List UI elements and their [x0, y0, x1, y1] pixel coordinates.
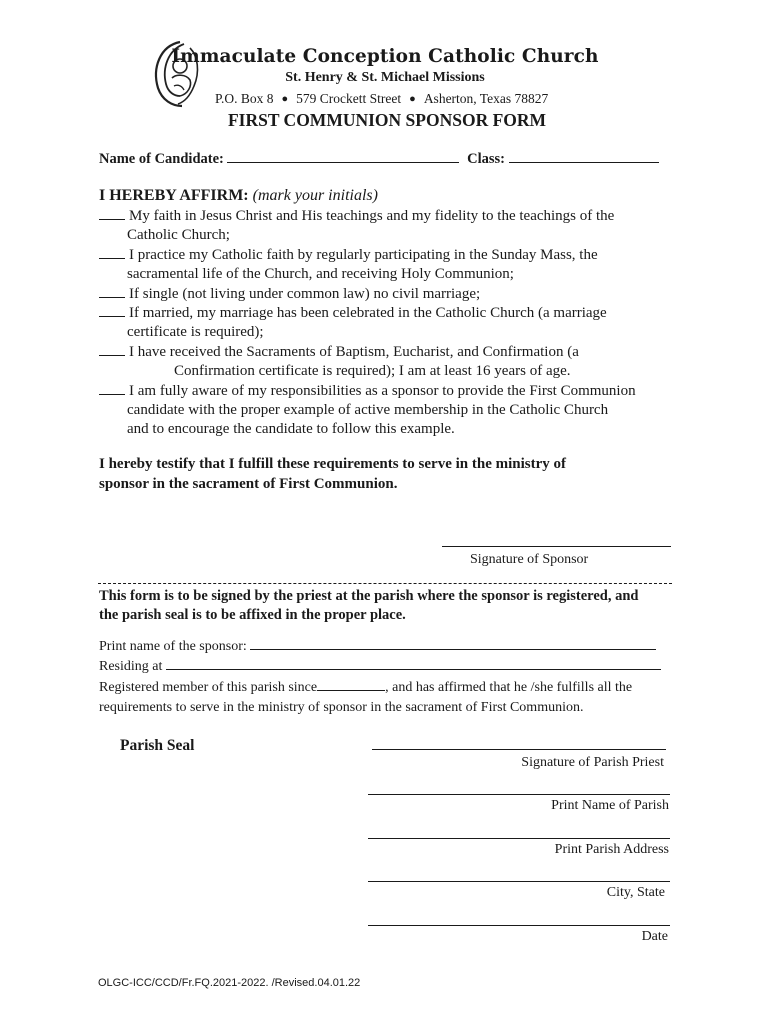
print-name-label: Print name of the sponsor:	[99, 639, 247, 654]
registered-suffix: , and has affirmed that he /she fulfills all the	[385, 680, 633, 695]
affirm-item-3	[99, 285, 480, 303]
sponsor-signature-line[interactable]	[442, 546, 671, 547]
affirm-item-1	[99, 207, 614, 225]
affirm-item-4	[99, 304, 607, 322]
candidate-name-field[interactable]	[227, 150, 459, 163]
initials-field[interactable]	[99, 343, 125, 356]
affirm-item-4-cont: certificate is required);	[127, 324, 264, 340]
priest-signature-line[interactable]	[372, 749, 666, 750]
form-title: FIRST COMMUNION SPONSOR FORM	[227, 110, 547, 130]
registered-since-field[interactable]	[317, 679, 385, 691]
testify-line-2: sponsor in the sacrament of First Communion.	[99, 476, 398, 492]
priest-notice-line-1: This form is to be signed by the priest at the parish where the sponsor is registered, and	[99, 588, 639, 604]
sponsor-signature-label: Signature of Sponsor	[470, 552, 589, 567]
priest-signature-label: Signature of Parish Priest	[521, 755, 664, 770]
date-line[interactable]	[368, 925, 670, 926]
affirm-heading-text: I HEREBY AFFIRM:	[99, 187, 249, 204]
bullet-icon: ●	[409, 93, 416, 105]
initials-field[interactable]	[99, 207, 125, 220]
church-address	[215, 91, 548, 107]
initials-field[interactable]	[99, 285, 125, 298]
address-city: Asherton, Texas 78827	[423, 91, 549, 106]
print-name-row	[99, 638, 656, 655]
residing-row	[99, 658, 661, 675]
parish-name-line[interactable]	[368, 794, 670, 795]
date-label: Date	[641, 929, 668, 944]
candidate-row	[99, 150, 659, 168]
priest-notice-line-2: the parish seal is to be affixed in the proper place.	[99, 607, 406, 623]
affirm-item-2	[99, 246, 598, 264]
affirm-item-text: I am fully aware of my responsibilities as a sponsor to provide the First Communion	[129, 383, 636, 399]
affirm-item-text: I practice my Catholic faith by regularly participating in the Sunday Mass, the	[129, 247, 598, 263]
affirm-item-2-cont: sacramental life of the Church, and receiving Holy Communion;	[127, 266, 514, 282]
parish-name-label: Print Name of Parish	[551, 798, 669, 813]
registered-prefix: Registered member of this parish since	[99, 680, 318, 695]
initials-field[interactable]	[99, 304, 125, 317]
affirm-instruction: (mark your initials)	[252, 187, 378, 204]
testify-line-1: I hereby testify that I fulfill these requirements to serve in the ministry of	[99, 456, 567, 472]
parish-seal-label: Parish Seal	[120, 737, 195, 754]
affirm-item-text: I have received the Sacraments of Baptism, Eucharist, and Confirmation (a	[129, 344, 579, 360]
affirm-item-6	[99, 382, 636, 400]
affirm-item-text: If married, my marriage has been celebrated in the Catholic Church (a marriage	[129, 305, 607, 321]
class-field[interactable]	[509, 150, 659, 163]
church-name: Immaculate Conception Catholic Church	[171, 46, 599, 67]
missions-subtitle: St. Henry & St. Michael Missions	[285, 70, 485, 85]
residing-label: Residing at	[99, 659, 163, 674]
address-street: 579 Crockett Street	[296, 91, 402, 106]
affirm-item-text: My faith in Jesus Christ and His teachings and my fidelity to the teachings of the	[129, 208, 615, 224]
address-po-box: P.O. Box 8	[215, 91, 274, 106]
initials-field[interactable]	[99, 382, 125, 395]
affirm-item-5-cont: Confirmation certificate is required); I am at least 16 years of age.	[174, 363, 571, 379]
residing-field[interactable]	[166, 658, 661, 670]
affirm-item-1-cont: Catholic Church;	[127, 227, 230, 243]
form-revision-code: OLGC-ICC/CCD/Fr.FQ.2021-2022. /Revised.04.01.22	[98, 977, 361, 989]
city-state-label: City, State	[606, 885, 665, 900]
registered-row	[99, 679, 632, 696]
candidate-name-label: Name of Candidate:	[99, 151, 224, 167]
section-divider	[98, 583, 672, 584]
affirm-heading	[99, 187, 378, 205]
parish-address-line[interactable]	[368, 838, 670, 839]
registered-line-2: requirements to serve in the ministry of sponsor in the sacrament of First Communion.	[99, 700, 584, 715]
affirm-item-6-cont: candidate with the proper example of active membership in the Catholic Church	[127, 402, 609, 418]
print-name-field[interactable]	[250, 638, 656, 650]
affirm-item-5	[99, 343, 579, 361]
class-label: Class:	[467, 151, 505, 167]
initials-field[interactable]	[99, 246, 125, 259]
affirm-item-6-cont2: and to encourage the candidate to follow this example.	[127, 421, 455, 437]
bullet-icon: ●	[281, 93, 289, 105]
affirm-item-text: If single (not living under common law) no civil marriage;	[129, 286, 481, 302]
parish-address-label: Print Parish Address	[554, 842, 669, 857]
city-state-line[interactable]	[368, 881, 670, 882]
